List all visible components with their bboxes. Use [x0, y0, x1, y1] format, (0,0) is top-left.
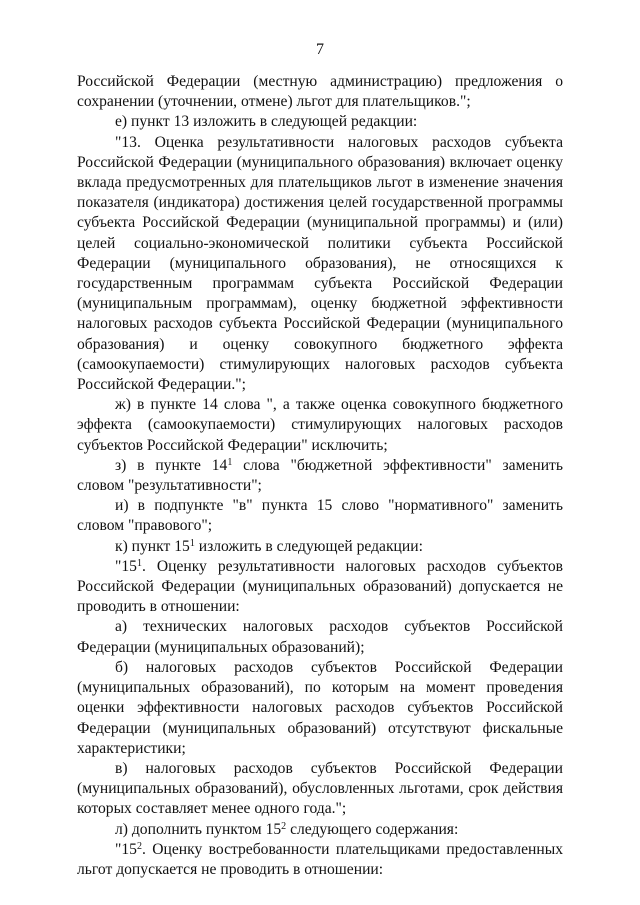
superscript-index: 1: [189, 537, 195, 549]
superscript-index: 1: [136, 557, 142, 569]
document-body: [77, 72, 563, 880]
page-number: 7: [316, 41, 324, 58]
paragraph-text: а) технических налоговых расходов субъектов Российской Федерации (муниципальных образований);: [77, 618, 563, 656]
paragraph: [77, 496, 563, 536]
paragraph-text: . Оценку результативности налоговых расходов субъектов Российской Федерации (муниципальных образований) допускается не проводить в отношении:: [77, 557, 563, 616]
paragraph-text: слова "бюджетной эффективности" заменить словом "результативности";: [77, 456, 563, 495]
paragraph-text: и) в подпункте "в" пункта 15 слово "нормативного" заменить словом "правового";: [77, 497, 563, 535]
paragraph: [77, 112, 563, 132]
paragraph-text: б) налоговых расходов субъектов Российской Федерации (муниципальных образований), по которым на момент проведения оценки эффективности налоговых расходов субъектов Российской Федерации (муниципальных образований) отсутствуют фискальные характеристики;: [77, 658, 563, 757]
paragraph-text: в) налоговых расходов субъектов Российской Федерации (муниципальных образований), обусловленных льготами, срок действия которых составляет менее одного года.";: [77, 759, 563, 818]
paragraph-text: е) пункт 13 изложить в следующей редакции:: [115, 113, 418, 131]
superscript-index: 2: [136, 840, 142, 852]
paragraph: [77, 617, 563, 657]
paragraph: [77, 759, 563, 820]
paragraph: [77, 557, 563, 618]
paragraph-text: л) дополнить пунктом 15: [115, 820, 282, 838]
paragraph-text: "13. Оценка результативности налоговых расходов субъекта Российской Федерации (муниципального образования) включает оценку вклада предусмотренных для плательщиков льгот в изменение значения показателя (индикатора) достижения целей государственной программы субъекта Российской Федерации (муниципальной программы) и (или) целей социально-экономической политики субъекта Российской Федерации (муниципального образования), не относящихся к государственным программам субъекта Российской Федерации (муниципальным программам), оценку бюджетной эффективности налоговых расходов субъекта Российской Федерации (муниципального образования) и оценку совокупного бюджетного эффекта (самоокупаемости) стимулирующих налоговых расходов субъекта Российской Федерации.";: [77, 133, 563, 394]
superscript-index: 1: [227, 456, 233, 468]
paragraph: [77, 820, 563, 840]
paragraph-text: "15: [115, 840, 137, 858]
paragraph-text: следующего содержания:: [286, 820, 459, 838]
paragraph-text: изложить в следующей редакции:: [194, 537, 423, 555]
paragraph-text: "15: [115, 557, 137, 575]
paragraph: [77, 133, 563, 396]
paragraph: [77, 537, 563, 557]
paragraph-text: ж) в пункте 14 слова ", а также оценка совокупного бюджетного эффекта (самоокупаемости) стимулирующих налоговых расходов субъектов Российской Федерации" исключить;: [77, 396, 563, 454]
paragraph-text: з) в пункте 14: [115, 456, 228, 474]
superscript-index: 2: [281, 820, 287, 832]
paragraph: [77, 456, 563, 496]
paragraph: [77, 840, 563, 880]
paragraph-text: к) пункт 15: [115, 537, 190, 555]
paragraph: [77, 658, 563, 759]
paragraph-text: Российской Федерации (местную администрацию) предложения о сохранении (уточнении, отмене) льгот для плательщиков.";: [77, 73, 563, 111]
paragraph: [77, 395, 563, 456]
paragraph: [77, 72, 563, 112]
paragraph-text: . Оценку востребованности плательщиками предоставленных льгот допускается не проводить в отношении:: [77, 840, 563, 878]
